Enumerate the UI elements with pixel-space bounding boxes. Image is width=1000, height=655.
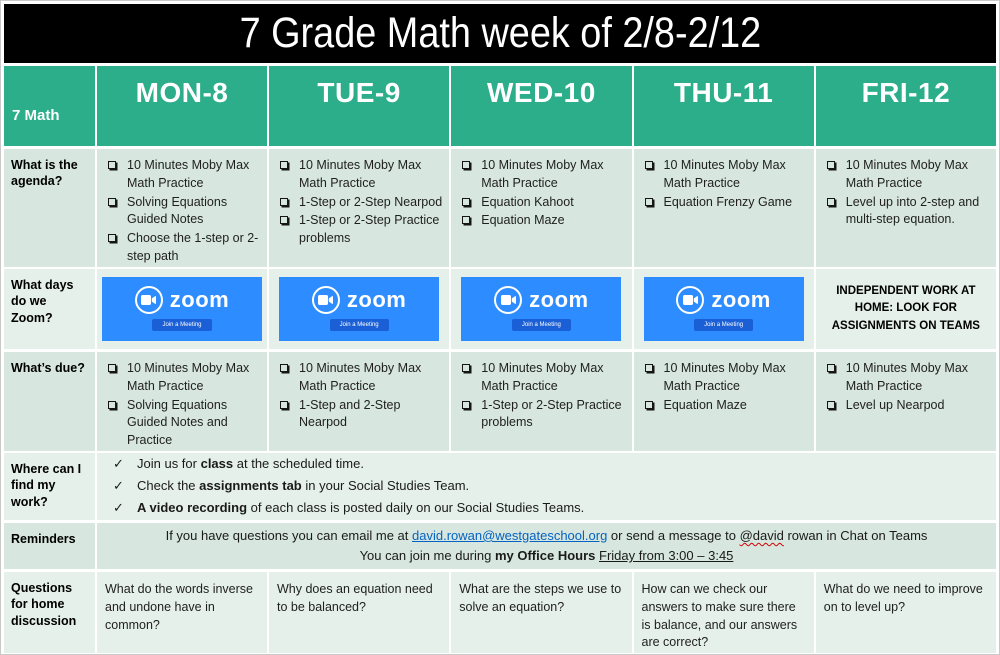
checkbox-bullet-icon <box>280 216 288 224</box>
due-row <box>4 352 996 450</box>
check-icon: ✓ <box>113 499 124 515</box>
check-icon: ✓ <box>113 456 124 472</box>
list-item: 1-Step or 2-Step Practice problems <box>278 212 444 248</box>
questions-row <box>4 572 996 653</box>
due-cell-fri <box>816 352 996 451</box>
checkbox-bullet-icon <box>108 198 116 206</box>
checkbox-bullet-icon <box>462 364 470 372</box>
zoom-meeting-link[interactable] <box>279 277 439 341</box>
zoom-wordmark: zoom <box>711 287 771 312</box>
join-meeting-button[interactable]: Join a Meeting <box>694 319 753 331</box>
email-link[interactable]: david.rowan@westgateschool.org <box>412 527 608 543</box>
zoom-cell-fri-independent-work: INDEPENDENT WORK AT HOME: LOOK FOR ASSIGNMENTS ON TEAMS <box>816 269 996 349</box>
find-work-row <box>4 453 996 520</box>
checkbox-bullet-icon <box>827 401 835 409</box>
checkbox-bullet-icon <box>462 216 470 224</box>
reminders-line2: You can join me during my Office Hours Friday from 3:00 – 3:45 <box>359 548 734 563</box>
list-item: Solving Equations Guided Notes and Practice <box>106 397 262 450</box>
day-header-fri: FRI-12 <box>816 66 996 146</box>
zoom-meeting-link[interactable] <box>102 277 262 341</box>
zoom-wordmark: zoom <box>346 287 407 312</box>
checkbox-bullet-icon <box>462 161 470 169</box>
checkbox-bullet-icon <box>280 401 288 409</box>
zoom-cell-thu <box>634 269 814 349</box>
list-item: ✓ A video recording of each class is posted daily on our Social Studies Teams. <box>113 499 585 515</box>
zoom-camera-icon <box>494 286 522 314</box>
list-item: 1-Step or 2-Step Practice problems <box>460 397 626 433</box>
zoom-row <box>4 269 996 349</box>
zoom-wordmark: zoom <box>169 287 230 312</box>
list-item: 10 Minutes Moby Max Math Practice <box>106 157 262 193</box>
day-header-thu: THU-11 <box>634 66 814 146</box>
due-cell-mon <box>97 352 267 451</box>
table-header-row <box>4 66 996 146</box>
row-label-agenda: What is the agenda? <box>4 149 95 267</box>
row-label-reminders: Reminders <box>4 523 95 569</box>
list-item: Level up Nearpod <box>825 397 991 415</box>
question-cell-mon: What do the words inverse and undone have in common? <box>97 572 267 653</box>
slide-title-bar <box>4 4 996 63</box>
list-item: Equation Frenzy Game <box>643 194 809 212</box>
day-header-wed: WED-10 <box>451 66 631 146</box>
join-meeting-button[interactable]: Join a Meeting <box>330 319 389 331</box>
agenda-cell-mon <box>97 149 267 267</box>
slide-title: 7 Grade Math week of 2/8-2/12 <box>239 9 761 57</box>
reminders-line1: If you have questions you can email me at david.rowan@westgateschool.org or send a message to @david rowan in Chat on Teams <box>165 527 928 543</box>
list-item: Level up into 2-step and multi-step equation. <box>825 194 991 230</box>
list-item: 10 Minutes Moby Max Math Practice <box>460 360 626 396</box>
agenda-cell-thu <box>634 149 814 267</box>
checkbox-bullet-icon <box>108 364 116 372</box>
join-meeting-button[interactable]: Join a Meeting <box>512 319 571 331</box>
agenda-row <box>4 149 996 266</box>
agenda-cell-tue <box>269 149 449 267</box>
row-label-questions: Questions for home discussion <box>4 572 95 653</box>
list-item: Solving Equations Guided Notes <box>106 194 262 230</box>
question-cell-fri: What do we need to improve on to level up? <box>816 572 996 653</box>
agenda-cell-fri <box>816 149 996 267</box>
zoom-cell-mon <box>97 269 267 349</box>
checkbox-bullet-icon <box>108 401 116 409</box>
list-item: 1-Step or 2-Step Nearpod <box>278 194 444 212</box>
check-icon: ✓ <box>113 478 124 494</box>
row-label-find-work: Where can I find my work? <box>4 453 95 520</box>
checkbox-bullet-icon <box>280 161 288 169</box>
checkbox-bullet-icon <box>827 161 835 169</box>
agenda-cell-wed <box>451 149 631 267</box>
row-label-zoom: What days do we Zoom? <box>4 269 95 349</box>
checkbox-bullet-icon <box>645 161 653 169</box>
zoom-meeting-link[interactable] <box>644 277 804 341</box>
list-item: 10 Minutes Moby Max Math Practice <box>825 360 991 396</box>
due-cell-wed <box>451 352 631 451</box>
question-cell-tue: Why does an equation need to be balanced? <box>269 572 449 653</box>
checkbox-bullet-icon <box>462 198 470 206</box>
checkbox-bullet-icon <box>645 401 653 409</box>
zoom-camera-icon <box>135 286 163 314</box>
checkbox-bullet-icon <box>108 234 116 242</box>
list-item: 10 Minutes Moby Max Math Practice <box>825 157 991 193</box>
list-item: 10 Minutes Moby Max Math Practice <box>278 157 444 193</box>
corner-label: 7 Math <box>12 106 60 124</box>
row-label-due: What’s due? <box>4 352 95 451</box>
list-item: 1-Step and 2-Step Nearpod <box>278 397 444 433</box>
checkbox-bullet-icon <box>645 198 653 206</box>
list-item: Equation Kahoot <box>460 194 626 212</box>
list-item: ✓ Join us for class at the scheduled time. <box>113 456 364 472</box>
checkbox-bullet-icon <box>280 364 288 372</box>
teams-handle: @david <box>739 527 784 543</box>
due-cell-tue <box>269 352 449 451</box>
due-cell-thu <box>634 352 814 451</box>
reminders-row <box>4 523 996 569</box>
find-work-content <box>97 453 996 520</box>
checkbox-bullet-icon <box>108 161 116 169</box>
list-item: ✓ Check the assignments tab in your Social Studies Team. <box>113 478 470 494</box>
checkbox-bullet-icon <box>280 198 288 206</box>
zoom-meeting-link[interactable] <box>461 277 621 341</box>
question-cell-wed: What are the steps we use to solve an equation? <box>451 572 631 653</box>
list-item: Equation Maze <box>643 397 809 415</box>
checkbox-bullet-icon <box>827 198 835 206</box>
zoom-cell-wed <box>451 269 631 349</box>
question-cell-thu: How can we check our answers to make sure there is balance, and our answers are correct? <box>634 572 814 653</box>
list-item: 10 Minutes Moby Max Math Practice <box>106 360 262 396</box>
list-item: Equation Maze <box>460 212 626 230</box>
day-header-mon: MON-8 <box>97 66 267 146</box>
checkbox-bullet-icon <box>827 364 835 372</box>
zoom-cell-tue <box>269 269 449 349</box>
checkbox-bullet-icon <box>462 401 470 409</box>
reminders-content <box>97 523 996 569</box>
corner-cell <box>4 66 95 146</box>
zoom-wordmark: zoom <box>529 287 589 312</box>
list-item: 10 Minutes Moby Max Math Practice <box>643 360 809 396</box>
list-item: 10 Minutes Moby Max Math Practice <box>278 360 444 396</box>
list-item: 10 Minutes Moby Max Math Practice <box>643 157 809 193</box>
checkbox-bullet-icon <box>645 364 653 372</box>
zoom-camera-icon <box>676 286 704 314</box>
day-header-tue: TUE-9 <box>269 66 449 146</box>
zoom-camera-icon <box>312 286 340 314</box>
list-item: 10 Minutes Moby Max Math Practice <box>460 157 626 193</box>
join-meeting-button[interactable]: Join a Meeting <box>152 319 211 331</box>
list-item: Choose the 1-step or 2-step path <box>106 230 262 266</box>
